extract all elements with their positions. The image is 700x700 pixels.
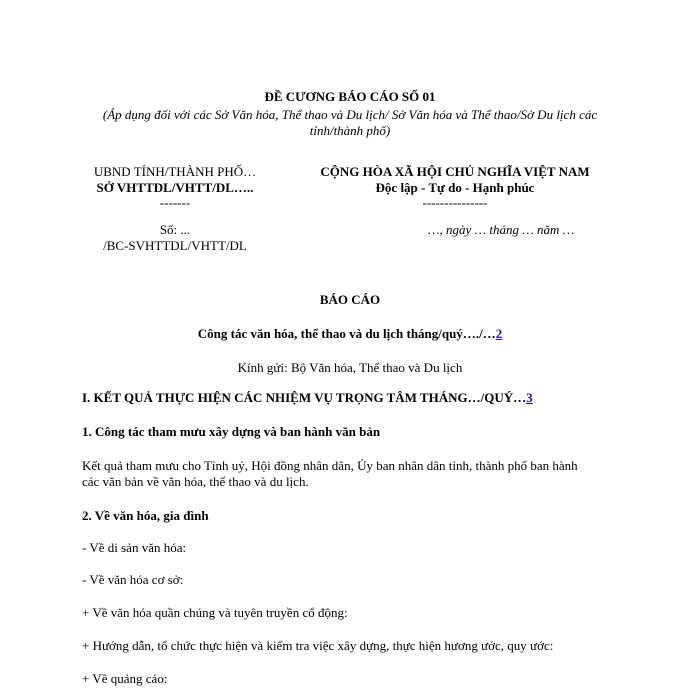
- subsection-2-heading: 2. Về văn hóa, gia đình: [82, 508, 209, 523]
- subsection-1-paragraph-line2: các văn bản về văn hóa, thể thao và du lịch.: [82, 474, 309, 489]
- subsection-1-paragraph-line1: Kết quả tham mưu cho Tỉnh uỷ, Hội đồng nhân dân, Ủy ban nhân dân tỉnh, thành phố ban hành: [82, 458, 578, 473]
- section-1-heading-text: I. KẾT QUẢ THỰC HIỆN CÁC NHIỆM VỤ TRỌNG TÂM THÁNG…/QUÝ…: [82, 390, 527, 405]
- national-motto: Độc lập - Tự do - Hạnh phúc: [375, 180, 535, 195]
- list-item: + Về quảng cáo:: [82, 671, 168, 686]
- list-item: + Hướng dẫn, tổ chức thực hiện và kiểm tra việc xây dựng, thực hiện hương ước, quy ước:: [82, 638, 554, 653]
- national-title: CỘNG HÒA XÃ HỘI CHỦ NGHĨA VIỆT NAM: [320, 164, 590, 179]
- document-number-label: Số: ...: [159, 222, 191, 237]
- header-right-rule: ---------------: [422, 195, 488, 210]
- footnote-link-2[interactable]: 2: [495, 326, 503, 341]
- list-item: - Về di sản văn hóa:: [82, 540, 187, 555]
- report-heading: BÁO CÁO: [319, 292, 381, 307]
- place-date: …, ngày … tháng … năm …: [428, 222, 575, 237]
- department-name: SỞ VHTTDL/VHTT/DL…..: [96, 180, 254, 195]
- footnote-link-3[interactable]: 3: [526, 390, 533, 405]
- document-title: ĐỀ CƯƠNG BÁO CÁO SỐ 01: [264, 89, 436, 104]
- report-subject-text: Công tác văn hóa, thể thao và du lịch tháng/quý…./…: [197, 326, 496, 341]
- document-number-code: /BC-SVHTTDL/VHTT/DL: [103, 238, 247, 253]
- list-item: - Về văn hóa cơ sở:: [82, 572, 184, 587]
- list-item: + Về văn hóa quần chúng và tuyên truyền cổ động:: [82, 605, 348, 620]
- report-recipient: Kính gửi: Bộ Văn hóa, Thể thao và Du lịch: [237, 360, 463, 375]
- agency-name: UBND TỈNH/THÀNH PHỐ…: [93, 164, 257, 179]
- document-subtitle-line1: (Áp dụng đối với các Sở Văn hóa, Thể thao và Du lịch/ Sở Văn hóa và Thể thao/Sở Du lịch các: [102, 107, 598, 122]
- header-left-rule: -------: [159, 195, 191, 210]
- subsection-1-heading: 1. Công tác tham mưu xây dựng và ban hành văn bản: [82, 424, 381, 439]
- section-1-heading: [82, 390, 533, 406]
- document-subtitle-line2: tỉnh/thành phố): [309, 123, 391, 138]
- report-subject: [0, 326, 700, 342]
